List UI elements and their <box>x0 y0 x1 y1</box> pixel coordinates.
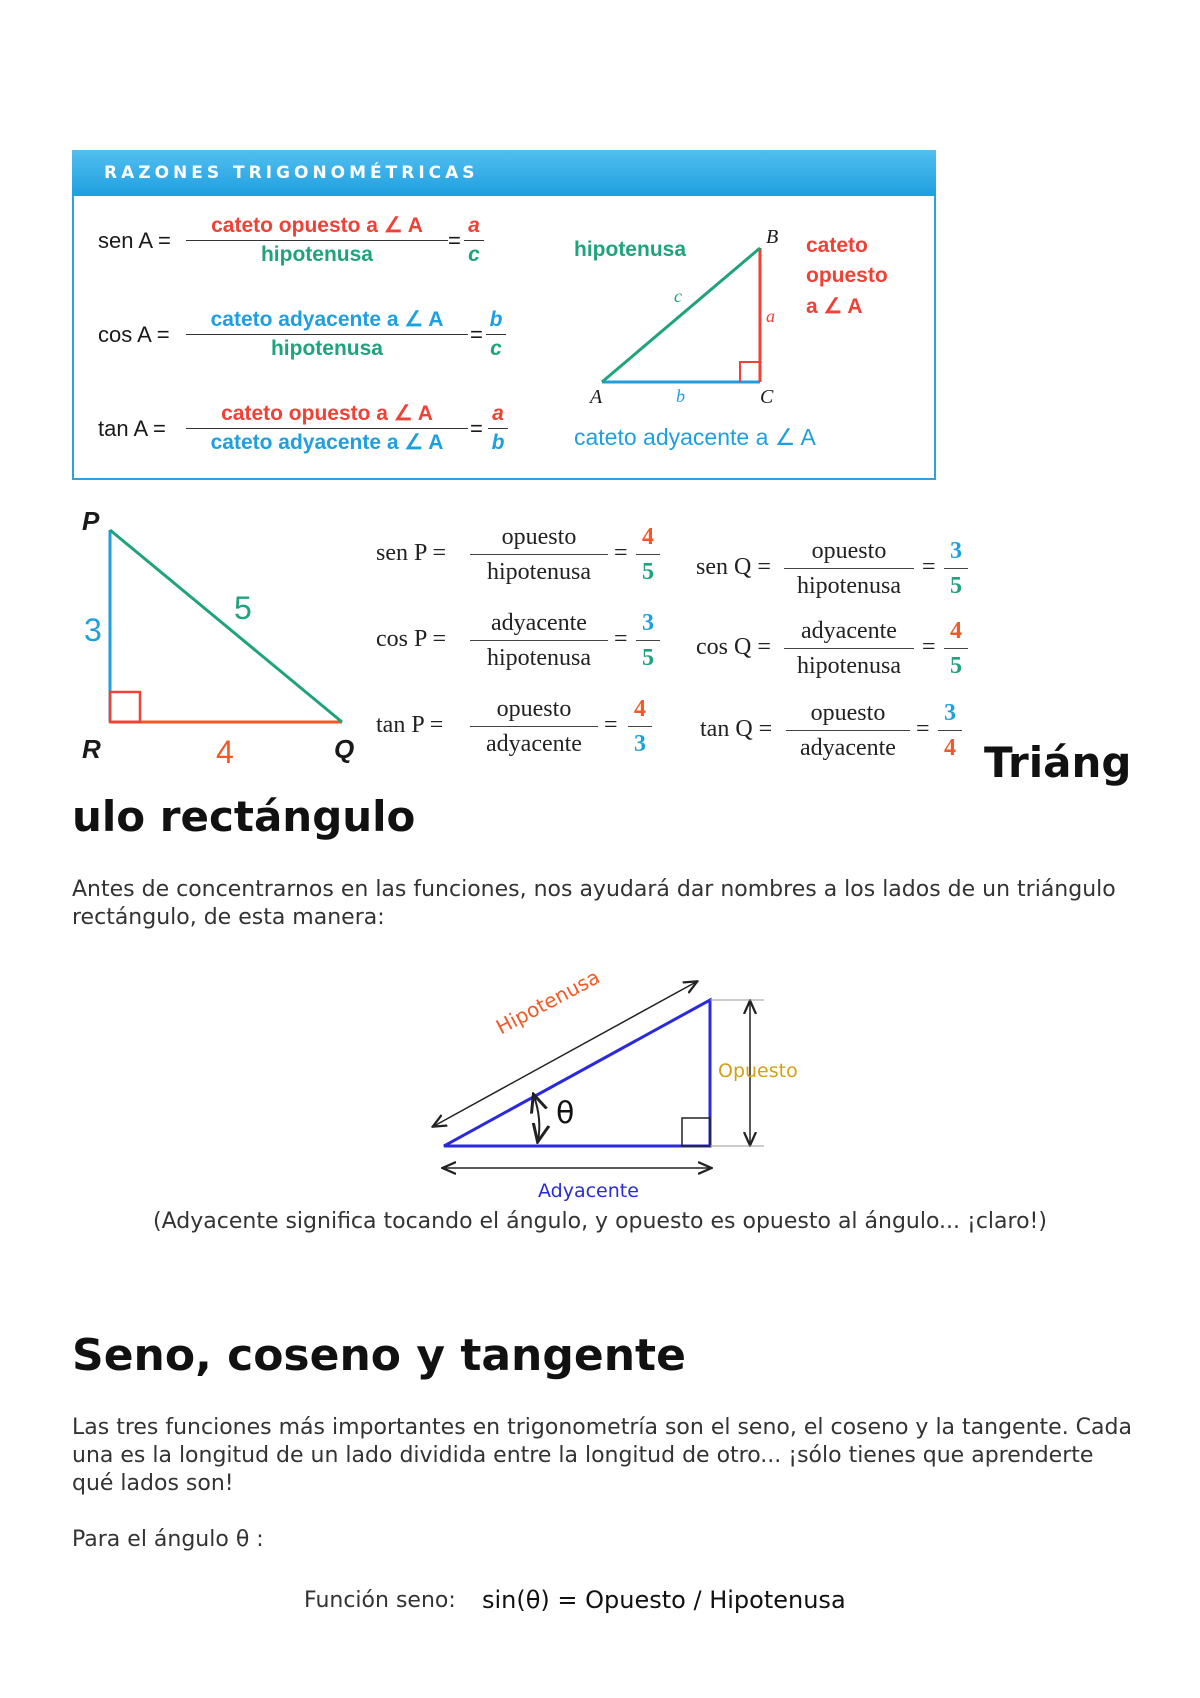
adjacent-label: cateto adyacente a ∠ A <box>574 424 816 450</box>
cos-p-num: adyacente <box>470 606 608 641</box>
vertex-b: B <box>766 226 779 248</box>
cos-q-rden: 5 <box>950 653 962 679</box>
sine-function-formula: sin(θ) = Opuesto / Hipotenusa <box>482 1586 846 1614</box>
cos-q-rnum: 4 <box>944 614 968 649</box>
tan-a-equals: = <box>470 416 483 441</box>
tan-p-ratio <box>628 692 652 761</box>
vertex-q: Q <box>334 734 355 764</box>
sen-a-denominator: hipotenusa <box>260 243 373 266</box>
vertex-a: A <box>590 386 603 408</box>
side-pq-line <box>110 530 342 722</box>
tan-q-fraction <box>786 696 910 765</box>
cos-a-numerator: cateto adyacente a ∠ A <box>186 306 468 335</box>
sen-p-lhs: sen P = <box>376 540 446 566</box>
sen-p-num: opuesto <box>470 520 608 555</box>
tan-q-ratio <box>938 696 962 765</box>
cos-q-fraction <box>784 614 914 683</box>
theta-triangle <box>444 1000 710 1146</box>
sen-q-eq: = <box>922 554 936 580</box>
sen-a-ratio <box>464 212 484 269</box>
sen-p-rnum: 4 <box>636 520 660 555</box>
tan-q-num: opuesto <box>786 696 910 731</box>
diagram-caption: (Adyacente significa tocando el ángulo, y opuesto es opuesto al ángulo... ¡claro!) <box>153 1209 1047 1234</box>
tan-a-ratio-den: b <box>491 431 505 454</box>
sen-a-fraction <box>186 212 448 269</box>
cos-a-equals: = <box>470 322 483 347</box>
right-angle-mark <box>740 362 760 382</box>
functions-paragraph: Las tres funciones más importantes en trigonometría son el seno, el coseno y la tangente. Cada una es la longitud de un lado dividida entre la longitud de otro... ¡sólo tienes que aprenderte qué lados son! <box>72 1415 1132 1496</box>
trig-ratios-title: RAZONES TRIGONOMÉTRICAS <box>104 163 479 183</box>
sen-a-lhs: sen A = <box>98 228 171 253</box>
side-pr-value: 3 <box>84 612 102 648</box>
cos-a-denominator: hipotenusa <box>270 337 383 360</box>
heading-triangulo-part1: Triáng <box>984 738 1132 787</box>
side-rq-value: 4 <box>216 734 234 770</box>
theta-right-angle <box>682 1118 710 1146</box>
tan-p-fraction <box>470 692 598 761</box>
cos-a-ratio-den: c <box>490 337 502 360</box>
cos-a-lhs: cos A = <box>98 322 170 347</box>
tan-q-rden: 4 <box>944 735 956 761</box>
sen-a-equals: = <box>448 228 461 253</box>
tan-q-eq: = <box>916 716 930 742</box>
intro-paragraph: Antes de concentrarnos en las funciones, nos ayudará dar nombres a los lados de un triángulo rectángulo, de esta manera: <box>72 877 1116 930</box>
side-a-label: a <box>766 306 775 326</box>
heading-seno-coseno-tangente: Seno, coseno y tangente <box>72 1330 686 1381</box>
opposite-label-2: opuesto <box>806 264 888 287</box>
vertex-c: C <box>760 386 774 408</box>
tan-a-ratio <box>488 400 508 457</box>
sen-a-ratio-num: a <box>464 212 484 241</box>
cos-p-ratio <box>636 606 660 675</box>
hypotenusa-label: Hipotenusa <box>492 964 604 1040</box>
sen-q-den: hipotenusa <box>797 573 901 599</box>
tan-p-lhs: tan P = <box>376 712 444 738</box>
cos-p-rden: 5 <box>642 645 654 671</box>
cos-q-eq: = <box>922 634 936 660</box>
sen-q-ratio <box>944 534 968 603</box>
cos-a-ratio <box>486 306 506 363</box>
tan-p-rden: 3 <box>634 731 646 757</box>
cos-q-num: adyacente <box>784 614 914 649</box>
sen-p-ratio <box>636 520 660 589</box>
tan-a-fraction <box>186 400 468 457</box>
sen-q-rnum: 3 <box>944 534 968 569</box>
cos-q-lhs: cos Q = <box>696 634 771 660</box>
angle-paragraph: Para el ángulo θ : <box>72 1527 264 1552</box>
theta-arc <box>534 1096 539 1140</box>
tan-a-ratio-num: a <box>488 400 508 429</box>
pqr-triangle <box>80 500 360 740</box>
cos-p-fraction <box>470 606 608 675</box>
sen-q-rden: 5 <box>950 573 962 599</box>
trig-ratios-header <box>72 150 936 196</box>
opuesto-label: Opuesto <box>718 1060 798 1082</box>
sen-p-den: hipotenusa <box>487 559 591 585</box>
side-c-label: c <box>674 286 682 306</box>
theta-symbol: θ <box>556 1096 575 1131</box>
tan-q-lhs: tan Q = <box>700 716 773 742</box>
vertex-p: P <box>82 506 100 536</box>
cos-a-fraction <box>186 306 468 363</box>
cos-p-eq: = <box>614 626 628 652</box>
sen-a-numerator: cateto opuesto a ∠ A <box>186 212 448 241</box>
tan-q-den: adyacente <box>800 735 896 761</box>
side-b-label: b <box>676 386 685 406</box>
heading-triangulo-part2: ulo rectángulo <box>72 792 416 841</box>
tan-p-eq: = <box>604 712 618 738</box>
vertex-r: R <box>82 734 101 764</box>
tan-p-num: opuesto <box>470 692 598 727</box>
cos-q-den: hipotenusa <box>797 653 901 679</box>
side-pq-value: 5 <box>234 590 252 626</box>
sen-q-lhs: sen Q = <box>696 554 771 580</box>
sen-p-fraction <box>470 520 608 589</box>
cos-p-den: hipotenusa <box>487 645 591 671</box>
sen-p-eq: = <box>614 540 628 566</box>
opposite-label-1: cateto <box>806 234 868 257</box>
pqr-right-angle <box>110 692 140 722</box>
cos-p-lhs: cos P = <box>376 626 446 652</box>
tan-p-den: adyacente <box>486 731 582 757</box>
sen-q-fraction <box>784 534 914 603</box>
cos-p-rnum: 3 <box>636 606 660 641</box>
sen-a-ratio-den: c <box>468 243 480 266</box>
tan-p-rnum: 4 <box>628 692 652 727</box>
cos-q-ratio <box>944 614 968 683</box>
sen-q-num: opuesto <box>784 534 914 569</box>
opposite-label-3: a ∠ A <box>806 295 863 318</box>
adyacente-label: Adyacente <box>538 1180 639 1202</box>
tan-a-denominator: cateto adyacente a ∠ A <box>210 431 444 454</box>
sine-function-label: Función seno: <box>304 1588 456 1613</box>
side-c-line <box>602 248 760 382</box>
tan-a-numerator: cateto opuesto a ∠ A <box>186 400 468 429</box>
sen-p-rden: 5 <box>642 559 654 585</box>
hypotenuse-label: hipotenusa <box>574 238 687 261</box>
cos-a-ratio-num: b <box>486 306 506 335</box>
tan-q-rnum: 3 <box>938 696 962 731</box>
tan-a-lhs: tan A = <box>98 416 166 441</box>
